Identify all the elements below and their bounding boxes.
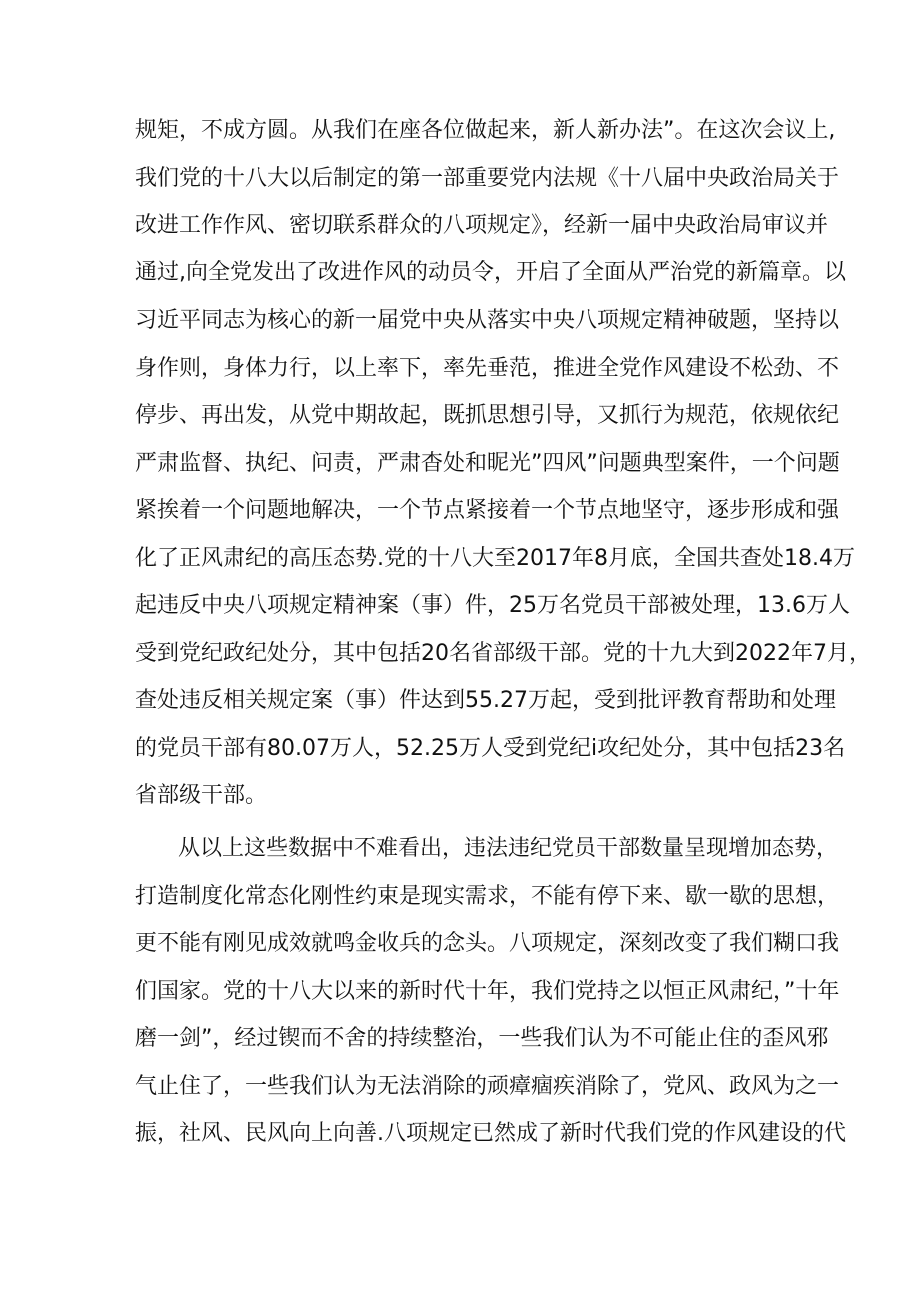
paragraph-2-line-7: 振，社风、民风向上向善.八项规定已然成了新时代我们党的作风建设的代: [135, 1121, 846, 1146]
paragraph-1-line-13: 查处违反相关规定案（事）件达到55.27万起，受到批评教育帮助和处理: [135, 688, 836, 713]
paragraph-1-line-1: 规矩，不成方圆。从我们在座各位做起来，新人新办法”。在这次会议上,: [135, 118, 836, 143]
paragraph-1-line-8: 严肃监督、执纪、问责，严肃杳处和昵光”四风”问题典型案件，一个问题: [135, 451, 840, 476]
paragraph-1-line-6: 身作则，身体力行，以上率下，率先垂范，推进全党作风建设不松劲、不: [135, 356, 840, 381]
paragraph-2-line-1: 从以上这些数据中不难看出，违法违纪党员干部数量呈现增加态势，: [178, 836, 839, 861]
paragraph-1-line-2: 我们党的十八大以后制定的第一部重要党内法规《十八届中央政治局关于: [135, 166, 840, 191]
paragraph-1-line-10: 化了正风肃纪的高压态势.党的十八大至2017年8月底，全国共查处18.4万: [135, 546, 855, 571]
paragraph-1-line-5: 习近平同志为核心的新一届党中央从落实中央八项规定精神破题，坚持以: [135, 308, 840, 333]
paragraph-2-line-5: 磨一剑”，经过锲而不舍的持续整治，一些我们认为不可能止住的歪风邪: [135, 1026, 829, 1051]
paragraph-1-line-11: 起违反中央八项规定精神案（事）件，25万名党员干部被处理，13.6万人: [135, 593, 850, 618]
paragraph-2-line-6: 气止住了，一些我们认为无法消除的顽瘴痼疾消除了，党风、政风为之一: [135, 1074, 840, 1099]
paragraph-2-line-2: 打造制度化常态化刚性约束是现实需求，不能有停下来、歇一歇的思想，: [135, 884, 840, 909]
paragraph-1-line-14: 的党员干部有80.07万人，52.25万人受到党纪i攻纪处分，其中包括23名: [135, 736, 846, 761]
paragraph-1-line-3: 改进工作作风、密切联系群众的八项规定》，经新一届中央政治局审议并: [135, 213, 829, 238]
paragraph-1-line-12: 受到党纪政纪处分，其中包括20名省部级干部。党的十九大到2022年7月，: [135, 641, 871, 666]
paragraph-1-line-15: 省部级干部。: [135, 783, 268, 808]
paragraph-2-line-4: 们国家。党的十八大以来的新时代十年，我们党持之以恒正风肃纪，”十年: [135, 979, 840, 1004]
paragraph-2-line-3: 更不能有刚见成效就鸣金收兵的念头。八项规定，深刻改变了我们糊口我: [135, 931, 840, 956]
paragraph-1-line-7: 停步、再出发，从党中期故起，既抓思想引导，又抓行为规范，依规依纪: [135, 403, 840, 428]
paragraph-1-line-9: 紧挨着一个问题地解决，一个节点紧接着一个节点地坚守，逐步形成和强: [135, 498, 840, 523]
paragraph-1-line-4: 通过,向全党发出了改进作风的动员令，开启了全面从严治党的新篇章。以: [135, 260, 846, 285]
